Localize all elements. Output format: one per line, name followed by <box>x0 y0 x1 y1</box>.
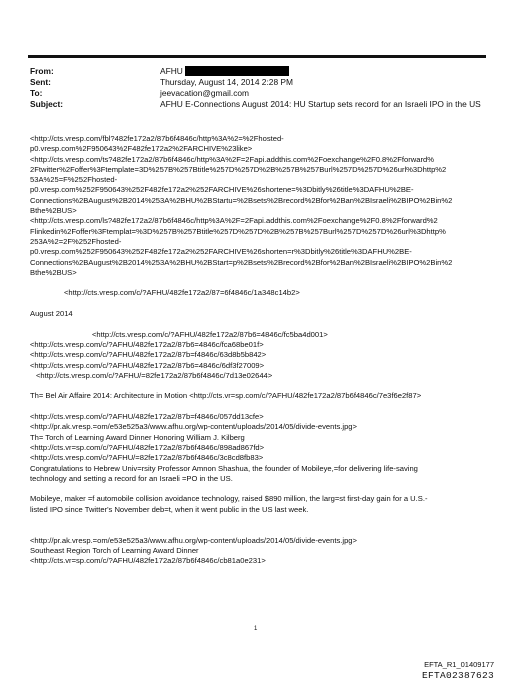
blank-line <box>30 525 482 535</box>
subject-row <box>30 99 488 110</box>
sent-row <box>30 77 488 88</box>
from-value: AFHU <box>160 66 183 76</box>
url-line: <http://cts.vr=sp.com/c/?AFHU/482fe172a2/87b6f4846c/cb81a0e231> <box>30 556 266 566</box>
subject-value: AFHU E-Connections August 2014: HU Startup sets record for an Israeli IPO in the US <box>160 99 481 109</box>
subject-label: Subject: <box>30 99 64 109</box>
text-line: p0.vresp.com%252F950643%252F482fe172a2%252FARCHIVE%26shortene=%3Dbitly%26title%3DAFHU%2BE- <box>30 185 414 195</box>
url-line: <http://cts.vresp.com/c/?AFHU/482fe172a2/87=6f4846c/1a348c14b2> <box>64 288 300 298</box>
email-header <box>30 66 488 110</box>
blank-line <box>30 381 482 391</box>
text-line: p0.vresp.com%2F950643%2F482fe172a2%2FARCHIVE%23like> <box>30 144 253 154</box>
text-line: Bthe%2BUS> <box>30 206 77 216</box>
page-number: 1 <box>254 626 258 632</box>
text-line: Mobileye, maker =f automobile collision avoidance technology, raised $890 million, the larg=st first-day gain for a U.S.- <box>30 494 428 504</box>
url-line: <http://cts.vresp.com/fbl?482fe172a2/87b6f4846c/http%3A%2=%2Fhosted- <box>30 134 284 143</box>
url-line: <http://cts.vresp.com/ts?482fe172a2/87b6f4846c/http%3A%2F=2Fapi.addthis.com%2Foexchange%2F0.8%2Fforward% <box>30 154 434 164</box>
url-line: <http://cts.vresp.com/c/?AFHU/482fe172a2/87b=f4846c/057dd13cfe> <box>30 412 264 422</box>
to-row <box>30 88 488 99</box>
redaction-box <box>185 66 289 76</box>
url-line: <http://pr.ak.vresp.=om/e53e525a3/www.afhu.org/wp-content/uploads/2014/05/divide-events.jpg> <box>30 422 357 432</box>
bates-number: EFTA02387623 <box>421 670 494 681</box>
text-line: 2Ftwitter%2Foffer%3Ftemplate=3D%257B%257Btitle%257D%257D%2B%257B%257Burl%257D%257D%26url%3Dhttp%2 <box>30 164 447 174</box>
text-line: p0.vresp.com%252F950643%252F482fe172a2%252FARCHIVE%26shorten=r%3Dbitly%26title%3DAFHU%2BE- <box>30 247 412 257</box>
url-line: Th= Bel Air Affaire 2014: Architecture in Motion <http://cts.vr=sp.com/c/?AFHU/482fe172a2/87b6f4846c/7e3f6e2f87> <box>30 391 422 401</box>
text-line: listed IPO since Twitter's November deb=t, when it went public in the US last week. <box>30 504 309 514</box>
doc-id-footer: EFTA_R1_01409177 <box>424 660 494 669</box>
text-line: Connections%2BAugust%2B2014%253A%2BHU%2BStartu=%2Bsets%2Brecord%2Bfor%2Ban%2BIsraeli%2BIPO%2Bin%2 <box>30 195 453 205</box>
url-line: <http://cts.vresp.com/c/?AFHU/482fe172a2/87b=f4846c/63d8b5b842> <box>30 350 267 360</box>
url-line: <http://cts.vresp.com/c/?AFHU/482fe172a2/87b6=4846c/6df3f27009> <box>30 360 265 370</box>
text-line: Bthe%2BUS> <box>30 267 77 277</box>
blank-line <box>30 319 482 329</box>
text-line: Congratulations to Hebrew Univ=rsity Professor Amnon Shashua, the founder of Mobileye,=for delivering life-saving <box>30 463 418 473</box>
text-line: Connections%2BAugust%2B2014%253A%2BHU%2BStart=p%2Bsets%2Brecord%2Bfor%2Ban%2BIsraeli%2BIPO%2Bin%2 <box>30 257 453 267</box>
blank-line <box>30 515 482 525</box>
from-row <box>30 66 488 77</box>
url-line: <http://cts.vresp.com/c/?AFHU/482fe172a2/87b6=4846c/fca68be01f> <box>30 339 264 349</box>
url-line: <http://cts.vr=sp.com/c/?AFHU/482fe172a2/87b6f4846c/898ad867fd> <box>30 442 265 452</box>
sent-label: Sent: <box>30 77 51 87</box>
text-line: 53A%25=F%252Fhosted- <box>30 175 118 185</box>
text-line: August 2014 <box>30 309 73 319</box>
text-line: technology and setting a record for an Israeli =PO in the US. <box>30 473 233 483</box>
to-label: To: <box>30 88 43 98</box>
blank-line <box>30 484 482 494</box>
sent-value: Thursday, August 14, 2014 2:28 PM <box>160 77 293 87</box>
blank-line <box>30 402 482 412</box>
url-line: <http://pr.ak.vresp.=om/e53e525a3/www.afhu.org/wp-content/uploads/2014/05/divide-events.jpg> <box>30 535 357 545</box>
from-label: From: <box>30 66 54 76</box>
url-line: <http://cts.vresp.com/c/?AFHU/=82fe172a2/87b6f4846c/7d13e02644> <box>36 370 273 380</box>
text-line: Flinkedin%2Foffer%3Ftemplat=%3D%257B%257Btitle%257D%257D%2B%257B%257Burl%257D%257D%26url%3Dhttp% <box>30 226 446 236</box>
url-line: <http://cts.vresp.com/ls?482fe172a2/87b6f4846c/http%3A%2F=2Fapi.addthis.com%2Foexchange%2F0.8%2Fforward%2 <box>30 216 438 226</box>
text-line: 253A%2=2F%252Fhosted- <box>30 236 122 246</box>
text-line: Southeast Region Torch of Learning Award Dinner <box>30 545 199 555</box>
text-line: Th= Torch of Learning Award Dinner Honoring William J. Kilberg <box>30 432 245 442</box>
url-line: <http://cts.vresp.com/c/?AFHU/482fe172a2/87b6=4846c/fc5ba4d001> <box>92 329 328 339</box>
blank-line <box>30 278 482 288</box>
header-rule <box>28 55 486 58</box>
email-body <box>30 134 482 566</box>
url-line: <http://cts.vresp.com/c/?AFHU/=82fe172a2/87b6f4846c/3c8cd8fb83> <box>30 453 264 463</box>
to-value: jeevacation@gmail.com <box>160 88 250 98</box>
blank-line <box>30 299 482 309</box>
